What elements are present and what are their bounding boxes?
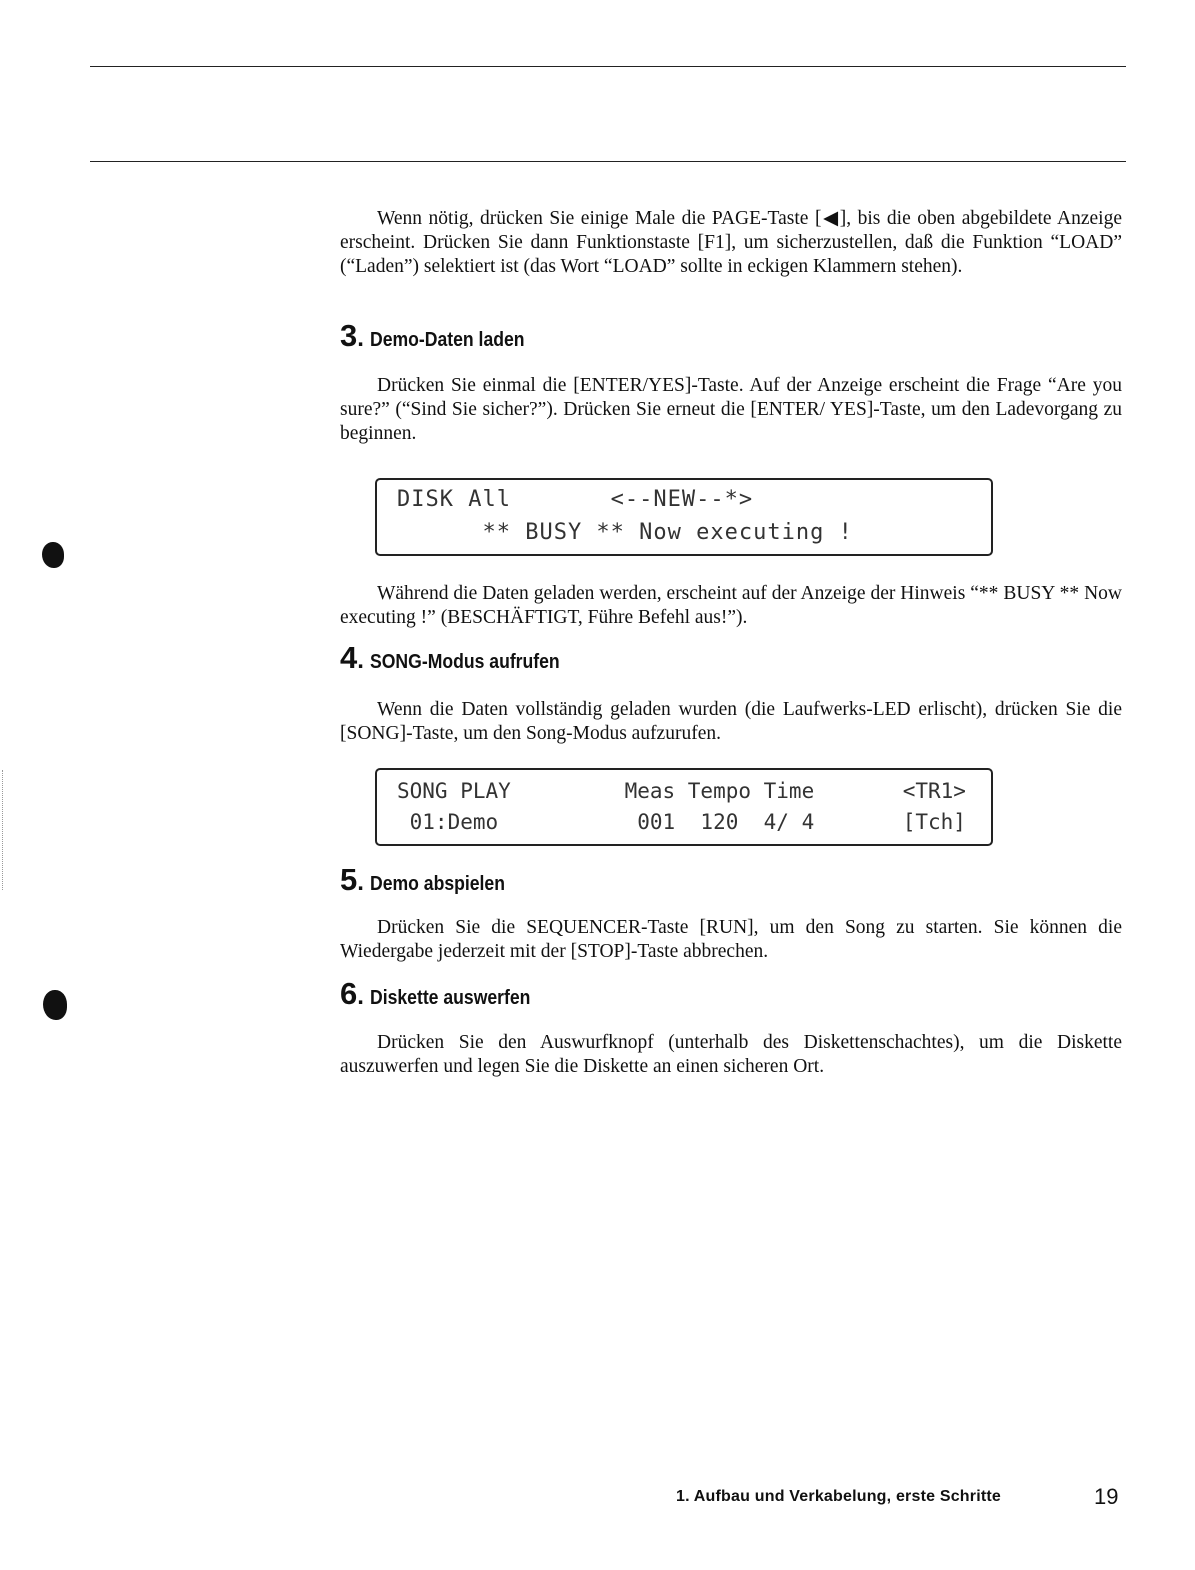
intro-section [340, 207, 1122, 279]
step-5-body [340, 916, 1122, 964]
step-3-after [340, 582, 1122, 630]
step-number: 4 [340, 640, 358, 675]
step-3-body [340, 374, 1122, 446]
lcd-display-disk [375, 478, 993, 556]
step-dot: . [357, 647, 364, 674]
step-3-paragraph: Drücken Sie einmal die [ENTER/YES]-Taste. Auf der Anzeige erscheint die Frage “Are you sure?” (“Sind Sie sicher?”). Drücken Sie erneut die [ENTER/ YES]-Taste, um den Ladevorgang zu beginnen. [340, 375, 1122, 444]
lcd-line-1: SONG PLAY Meas Tempo Time <TR1> [397, 779, 966, 803]
lcd-line-1: DISK All <--NEW--*> [397, 487, 754, 512]
header-rule [90, 161, 1126, 162]
lcd-line-2: ** BUSY ** Now executing ! [397, 520, 853, 545]
step-5-heading [340, 862, 523, 898]
step-number: 6 [340, 976, 358, 1011]
step-title: Diskette auswerfen [369, 987, 531, 1009]
page-number: 19 [1094, 1484, 1119, 1509]
step-6-heading [340, 976, 552, 1012]
step-4-heading [340, 640, 585, 676]
lcd-display-song [375, 768, 993, 846]
step-3-after-paragraph: Während die Daten geladen werden, erscheint auf der Anzeige der Hinweis “** BUSY ** Now executing !” (BESCHÄFTIGT, Führe Befehl aus!”). [340, 583, 1122, 628]
punch-hole-icon [42, 542, 64, 568]
step-dot: . [357, 325, 364, 352]
step-5-paragraph: Drücken Sie die SEQUENCER-Taste [RUN], um den Song zu starten. Sie können die Wiedergabe jederzeit mit der [STOP]-Taste abbrechen. [340, 917, 1122, 962]
step-title: SONG-Modus aufrufen [369, 651, 560, 673]
lcd-line-2: 01:Demo 001 120 4/ 4 [Tch] [397, 810, 966, 834]
step-dot: . [357, 869, 364, 896]
step-4-body [340, 698, 1122, 746]
step-title: Demo-Daten laden [369, 329, 525, 351]
step-4-paragraph: Wenn die Daten vollständig geladen wurden (die Laufwerks-LED erlischt), drücken Sie die [SONG]-Taste, um den Song-Modus aufzurufen. [340, 699, 1122, 744]
step-3-heading [340, 318, 546, 354]
punch-hole-icon [43, 990, 67, 1020]
step-number: 5 [340, 862, 358, 897]
step-6-paragraph: Drücken Sie den Auswurfknopf (unterhalb des Diskettenschachtes), um die Diskette auszuwerfen und legen Sie die Diskette an einen sicheren Ort. [340, 1032, 1122, 1077]
margin-binding-mark [2, 770, 9, 890]
top-rule [90, 66, 1126, 67]
step-number: 3 [340, 318, 358, 353]
step-title: Demo abspielen [369, 873, 505, 895]
intro-paragraph: Wenn nötig, drücken Sie einige Male die PAGE-Taste [◀], bis die oben abgebildete Anzeige erscheint. Drücken Sie dann Funktionstaste [F1], um sicherzustellen, daß die Funktion “LOAD” (“Laden”) selektiert ist (das Wort “LOAD” sollte in eckigen Klammern stehen). [340, 208, 1122, 277]
step-dot: . [357, 983, 364, 1010]
footer-chapter-title: 1. Aufbau und Verkabelung, erste Schritte [676, 1488, 1002, 1505]
step-6-body [340, 1031, 1122, 1079]
